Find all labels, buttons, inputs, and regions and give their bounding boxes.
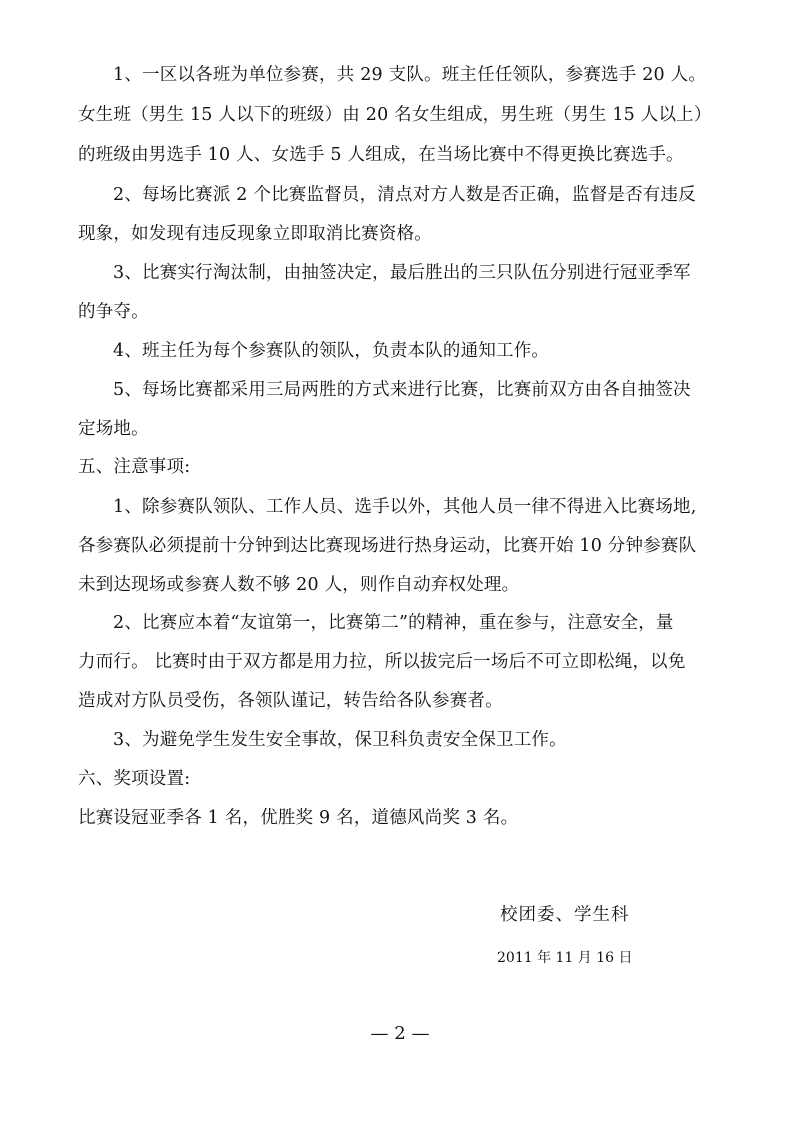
section-heading-notes: 五、注意事项: xyxy=(78,457,191,477)
paragraph-2-line-1: 2、每场比赛派 2 个比赛监督员，清点对方人数是否正确，监督是否有违反 xyxy=(113,185,696,205)
note-2-line-3: 造成对方队员受伤，各领队谨记，转告给各队参赛者。 xyxy=(78,691,503,711)
awards-text: 比赛设冠亚季各 1 名，优胜奖 9 名，道德风尚奖 3 名。 xyxy=(78,808,519,828)
note-1-line-3: 未到达现场或参赛人数不够 20 人，则作自动弃权处理。 xyxy=(78,575,520,595)
paragraph-2-line-2: 现象，如发现有违反现象立即取消比赛资格。 xyxy=(78,224,432,244)
paragraph-3-line-2: 的争夺。 xyxy=(78,302,149,322)
paragraph-1-line-1: 1、一区以各班为单位参赛，共 29 支队。班主任任领队，参赛选手 20 人。 xyxy=(113,65,707,85)
note-1-line-2: 各参赛队必须提前十分钟到达比赛现场进行热身运动，比赛开始 10 分钟参赛队 xyxy=(78,536,697,556)
note-2-line-1: 2、比赛应本着“友谊第一，比赛第二”的精神，重在参与，注意安全，量 xyxy=(113,613,674,633)
note-3-line-1: 3、为避免学生发生安全事故，保卫科负责安全保卫工作。 xyxy=(113,730,567,750)
document-date: 2011 年 11 月 16 日 xyxy=(497,950,633,966)
paragraph-5-line-1: 5、每场比赛都采用三局两胜的方式来进行比赛，比赛前双方由各自抽签决 xyxy=(113,380,691,400)
paragraph-5-line-2: 定场地。 xyxy=(78,419,149,439)
paragraph-1-line-2: 女生班（男生 15 人以下的班级）由 20 名女生组成，男生班（男生 15 人以上） xyxy=(78,105,712,125)
issuer-signature: 校团委、学生科 xyxy=(500,905,630,925)
paragraph-3-line-1: 3、比赛实行淘汰制，由抽签决定，最后胜出的三只队伍分别进行冠亚季军 xyxy=(113,263,691,283)
section-heading-awards: 六、奖项设置: xyxy=(78,769,191,789)
note-1-line-1: 1、除参赛队领队、工作人员、选手以外，其他人员一律不得进入比赛场地, xyxy=(113,497,697,517)
page-number: — 2 — xyxy=(370,1023,430,1044)
paragraph-4-line-1: 4、班主任为每个参赛队的领队，负责本队的通知工作。 xyxy=(113,341,550,361)
paragraph-1-line-3: 的班级由男选手 10 人、女选手 5 人组成，在当场比赛中不得更换比赛选手。 xyxy=(78,145,684,165)
note-2-line-2: 力而行。 比赛时由于双方都是用力拉，所以拔完后一场后不可立即松绳，以免 xyxy=(78,652,686,672)
